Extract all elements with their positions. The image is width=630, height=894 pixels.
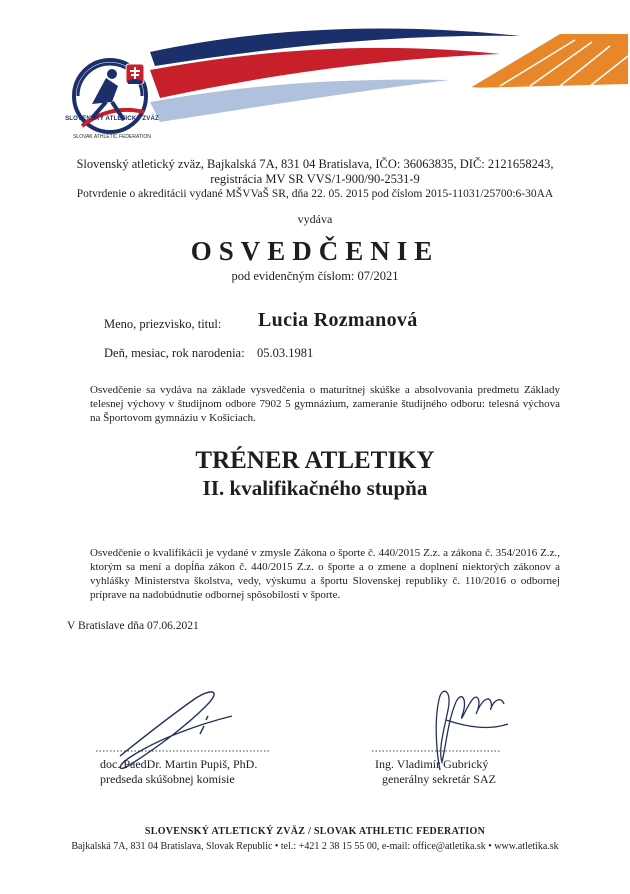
org-address-line: Slovenský atletický zväz, Bajkalská 7A, 831 04 Bratislava, IČO: 36063835, DIČ: 2121658243, <box>76 157 554 171</box>
qualification-level: II. kvalifikačného stupňa <box>202 476 428 500</box>
record-number: pod evidenčným číslom: 07/2021 <box>231 269 399 283</box>
signatory-1-role: predseda skúšobnej komisie <box>100 772 235 786</box>
holder-name: Lucia Rozmanová <box>258 309 418 331</box>
signatory-2-role: generálny sekretár SAZ <box>382 772 496 786</box>
name-label: Meno, priezvisko, titul: <box>104 317 222 331</box>
certificate-title: OSVEDČENIE <box>190 236 440 266</box>
signatory-2-name: Ing. Vladimír Gubrický <box>375 757 489 771</box>
logo-name-en: SLOVAK ATHLETIC FEDERATION <box>73 134 151 140</box>
org-accreditation-line: Potvrdenie o akreditácii vydané MŠVVaŠ SR, dňa 22. 05. 2015 pod číslom 2015-11031/25700:6-30AA <box>76 188 554 200</box>
qualification-title: TRÉNER ATLETIKY <box>195 447 435 474</box>
dob-value: 05.03.1981 <box>257 346 314 360</box>
dob-label: Deň, mesiac, rok narodenia: <box>104 346 245 360</box>
footer-contact: Bajkalská 7A, 831 04 Bratislava, Slovak Republic • tel.: +421 2 38 15 55 00, e-mail: office@atletika.sk • www.atletika.sk <box>71 841 559 852</box>
signatory-1-name: doc. PaedDr. Martin Pupiš, PhD. <box>100 757 258 771</box>
legal-paragraph: Osvedčenie o kvalifikácii je vydané v zmysle Zákona o športe č. 440/2015 Z.z. a zákona č. 354/2016 Z.z., ktorým sa mení a dopĺňa zákon č. 440/2015 Z.z. o športe a o zmene a doplnení niektorých zákonov a vyhlášky Ministerstva školstva, vedy, výskumu a športu Slovenskej republiky č. 110/2016 o odbornej príprave na nadobúdnutie odbornej spôsobilosti v športe. <box>90 547 560 601</box>
place-date: V Bratislave dňa 07.06.2021 <box>67 620 199 632</box>
basis-paragraph: Osvedčenie sa vydáva na základe vysvedčenia o maturitnej skúške a absolvovania predmetu Základy telesnej výchovy v študijnom odbore 7902 5 gymnázium, zameranie študijného odboru: telesná výchova na Športovom gymnáziu v Košiciach. <box>90 384 560 424</box>
issues-label: vydáva <box>297 212 333 226</box>
signatures-area <box>0 680 630 790</box>
org-registration-line: registrácia MV SR VVS/1-900/90-2531-9 <box>210 172 420 186</box>
logo-name: SLOVENSKÝ ATLETICKÝ ZVÄZ <box>65 116 159 122</box>
footer-org-name: SLOVENSKÝ ATLETICKÝ ZVÄZ / SLOVAK ATHLETIC FEDERATION <box>144 826 486 837</box>
